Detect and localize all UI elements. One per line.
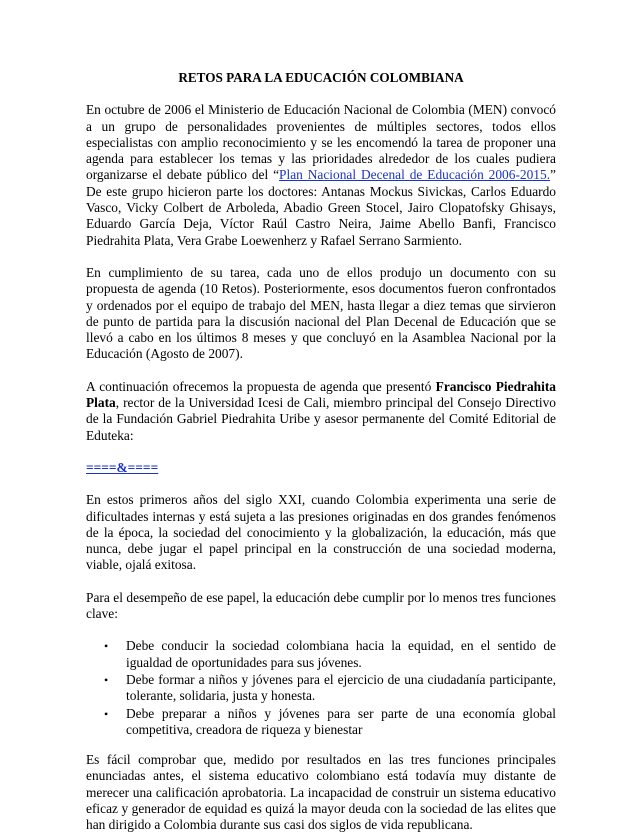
paragraph-context: En estos primeros años del siglo XXI, cuando Colombia experimenta una serie de dificultades internas y está sujeta a las presiones originadas en dos grandes fenómenos de la época, la sociedad del conocimiento y la globalización, la educación, más que nunca, debe jugar el papel principal en la construcción de una sociedad moderna, viable, ojalá exitosa. xyxy=(86,492,556,573)
list-item xyxy=(104,671,556,705)
paragraph-conclusion: Es fácil comprobar que, medido por resultados en las tres funciones principales enunciadas antes, el sistema educativo colombiano está todavía muy distante de merecer una calificación aprobatoria. La incapacidad de construir un sistema educativo eficaz y generador de equidad es quizá la mayor deuda con la sociedad de las elites que han dirigido a Colombia durante sus casi dos siglos de vida republicana. xyxy=(86,752,556,833)
paragraph-proposal-text-end: , rector de la Universidad Icesi de Cali, miembro principal del Consejo Directivo de la Fundación Gabriel Piedrahita Uribe y asesor permanente del Comité Editorial de Eduteka: xyxy=(86,395,556,443)
list-item-text: Debe conducir la sociedad colombiana hacia la equidad, en el sentido de igualdad de oportunidades para sus jóvenes. xyxy=(126,638,556,670)
author-name: Francisco Piedrahita Plata xyxy=(86,378,556,411)
section-separator xyxy=(86,460,556,476)
functions-list xyxy=(86,638,556,738)
list-item-text: Debe preparar a niños y jóvenes para ser parte de una economía global competitiva, creadora de riqueza y bienestar xyxy=(126,705,556,737)
bullet-icon: • xyxy=(104,706,109,721)
paragraph-functions: Para el desempeño de ese papel, la educación debe cumplir por lo menos tres funciones clave: xyxy=(86,589,556,622)
paragraph-agenda: En cumplimiento de su tarea, cada uno de ellos produjo un documento con su propuesta de agenda (10 Retos). Posteriormente, esos documentos fueron confrontados y ordenados por el equipo de trabajo del MEN, hasta llegar a diez temas que sirvieron de punto de partida para la discusión nacional del Plan Decenal de Educación que se llevó a cabo en los últimos 8 meses y que concluyó en la Asamblea Nacional por la Educación (Agosto de 2007). xyxy=(86,264,556,362)
list-item-text: Debe formar a niños y jóvenes para el ejercicio de una ciudadanía participante, tolerante, solidaria, justa y honesta. xyxy=(126,671,556,704)
paragraph-proposal xyxy=(86,379,556,444)
list-item xyxy=(104,705,556,739)
paragraph-proposal-text: A continuación ofrecemos la propuesta de agenda que presentó xyxy=(86,378,436,394)
bullet-icon: • xyxy=(104,639,109,654)
paragraph-intro xyxy=(86,102,556,249)
bullet-icon: • xyxy=(104,672,109,687)
plan-decenal-link[interactable]: Plan Nacional Decenal de Educación 2006-2015. xyxy=(279,167,551,183)
paragraph-intro-text: En octubre de 2006 el Ministerio de Educación Nacional de Colombia (MEN) convocó a un grupo de personalidades provenientes de múltiples sectores, todos ellos especialistas con amplio reconocimiento y se les encomendó la tarea de proponer una agenda para establecer los temas y las prioridades alrededor de los cuales pudiera organizarse el debate público del “ xyxy=(86,102,556,183)
list-item xyxy=(104,638,556,671)
paragraph-intro-text-end: ” De este grupo hicieron parte los doctores: Antanas Mockus Sivickas, Carlos Eduardo Vasco, Vicky Colbert de Arboleda, Abadio Green Stocel, Jairo Clopatofsky Ghisays, Eduardo García Deja, Víctor Raúl Castro Neira, Jaime Abello Banfi, Francisco Piedrahita Plata, Vera Grabe Loewenherz y Rafael Serrano Sarmiento. xyxy=(86,167,556,248)
separator-text: ====&==== xyxy=(86,459,159,475)
document-title: RETOS PARA LA EDUCACIÓN COLOMBIANA xyxy=(178,70,464,85)
